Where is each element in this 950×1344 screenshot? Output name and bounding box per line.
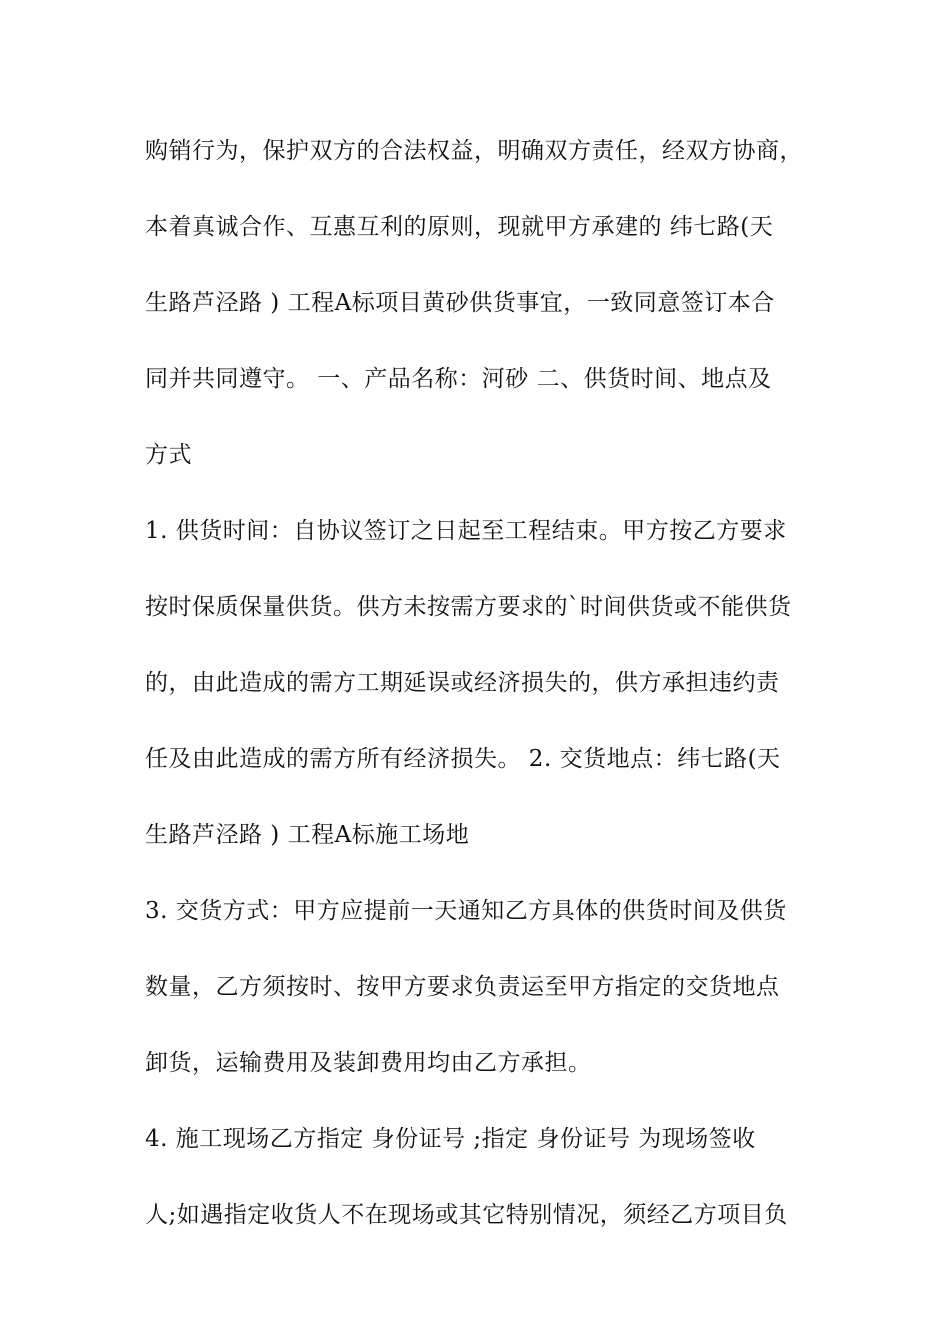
text-line: 3. 交货方式：甲方应提前一天通知乙方具体的供货时间及供货 — [145, 898, 787, 924]
text-line: 卸货，运输费用及装卸费用均由乙方承担。 — [145, 1050, 592, 1076]
text-line: 任及由此造成的需方所有经济损失。 2. 交货地点：纬七路(天 — [145, 746, 781, 772]
text-line: 按时保质保量供货。供方未按需方要求的`时间供货或不能供货 — [145, 594, 792, 620]
text-line: 生路芦泾路 ) 工程A标项目黄砂供货事宜，一致同意签订本合 — [145, 290, 775, 316]
contract-body-text — [145, 128, 815, 1268]
text-line: 4. 施工现场乙方指定 身份证号 ;指定 身份证号 为现场签收 — [145, 1126, 756, 1152]
text-line: 生路芦泾路 ) 工程A标施工场地 — [145, 822, 470, 848]
text-line: 本着真诚合作、互惠互利的原则，现就甲方承建的 纬七路(天 — [145, 214, 774, 240]
text-line: 人;如遇指定收货人不在现场或其它特别情况，须经乙方项目负 — [145, 1202, 788, 1228]
text-line: 同并共同遵守。 一、产品名称：河砂 二、供货时间、地点及 — [145, 366, 772, 392]
text-line: 数量，乙方须按时、按甲方要求负责运至甲方指定的交货地点 — [145, 974, 780, 1000]
text-line: 方式 — [145, 442, 192, 468]
text-line: 的，由此造成的需方工期延误或经济损失的，供方承担违约责 — [145, 670, 780, 696]
text-line: 购销行为，保护双方的合法权益，明确双方责任，经双方协商， — [145, 138, 803, 164]
text-line: 1. 供货时间：自协议签订之日起至工程结束。甲方按乙方要求 — [145, 518, 787, 544]
